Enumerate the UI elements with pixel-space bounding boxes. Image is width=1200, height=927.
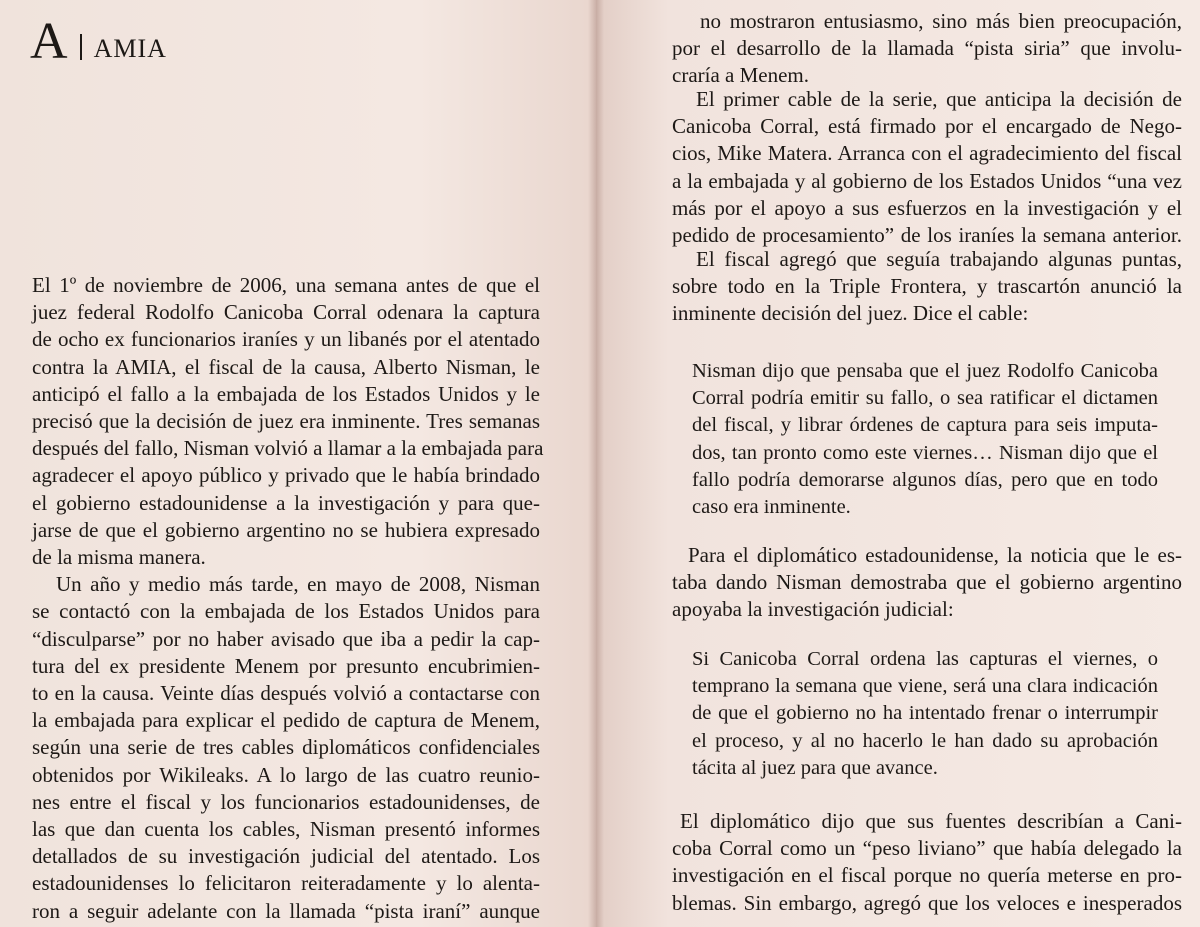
text-line: la embajada para explicar el pedido de captura de Menem, [32, 708, 540, 733]
text-line: se contactó con la embajada de los Estados Unidos para [32, 599, 540, 624]
right-paragraph-2 [672, 86, 1182, 249]
text-line: sobre todo en la Triple Frontera, y trascartón anunció la [672, 274, 1182, 299]
left-page [0, 0, 596, 927]
text-line: to en la causa. Veinte días después volvió a contactarse con [32, 681, 540, 706]
text-line: anticipó el fallo a la embajada de los Estados Unidos y le [32, 381, 540, 406]
text-line: pedido de procesamiento” de los iraníes la semana anterior. [672, 223, 1182, 248]
right-paragraph-4 [672, 542, 1182, 624]
left-body-text [32, 272, 544, 925]
text-line: después del fallo, Nisman volvió a llamar a la embajada para [32, 436, 544, 461]
text-line: detallados de su investigación judicial del atentado. Los [32, 844, 540, 869]
text-line: cios, Mike Matera. Arranca con el agradecimiento del fiscal [672, 141, 1182, 166]
text-line: juez federal Rodolfo Canicoba Corral odenara la captura [32, 300, 540, 325]
text-line: no mostraron entusiasmo, sino más bien preocupación, [700, 9, 1182, 33]
running-head [30, 8, 167, 68]
quote-line: el proceso, y al no hacerlo le han dado su aprobación [692, 729, 1158, 752]
text-line: Canicoba Corral, está firmado por el encargado de Nego- [672, 114, 1182, 139]
text-line: según una serie de tres cables diplomáticos confidenciales [32, 735, 540, 760]
right-paragraph-3 [672, 246, 1182, 328]
section-title: AMIA [93, 34, 167, 63]
quote-line: Corral podría emitir su fallo, o sea ratificar el dictamen [692, 387, 1158, 410]
text-line: más por el apoyo a sus esfuerzos en la investigación y el [672, 195, 1182, 220]
quote-line: caso era inminente. [692, 496, 851, 519]
quote-line: de que el gobierno no ha intentado frenar o interrumpir [692, 702, 1158, 725]
text-line: nes entre el fiscal y los funcionarios estadounidenses, de [32, 789, 540, 814]
text-line: estadounidenses lo felicitaron reiteradamente y lo alenta- [32, 871, 540, 896]
block-quote-2 [692, 646, 1158, 782]
text-line: El fiscal agregó que seguía trabajando algunas puntas, [696, 247, 1182, 271]
quote-line: dos, tan pronto como este viernes… Nisman dijo que el [692, 441, 1158, 464]
quote-line: temprano la semana que viene, será una clara indicación [692, 675, 1158, 698]
text-line: tura del ex presidente Menem por presunto encubrimien- [32, 653, 540, 678]
text-line: El 1º de noviembre de 2006, una semana antes de que el [32, 273, 540, 297]
text-line: obtenidos por Wikileaks. A lo largo de las cuatro reunio- [32, 762, 540, 787]
text-line: jarse de que el gobierno argentino no se hubiera expresado [32, 517, 540, 542]
head-divider [80, 34, 82, 60]
right-paragraph-5 [672, 808, 1182, 917]
quote-line: del fiscal, y librar órdenes de captura para seis imputa- [692, 414, 1158, 437]
text-line: investigación en el fiscal porque no quería meterse en pro- [672, 863, 1182, 888]
text-line: Para el diplomático estadounidense, la noticia que le es- [688, 543, 1182, 567]
quote-line: Nisman dijo que pensaba que el juez Rodolfo Canicoba [692, 360, 1158, 382]
text-line: contra la AMIA, el fiscal de la causa, Alberto Nisman, le [32, 354, 540, 379]
text-line: las que dan cuenta los cables, Nisman presentó informes [32, 817, 540, 842]
quote-line: Si Canicoba Corral ordena las capturas el viernes, o [692, 648, 1158, 670]
text-line: coba Corral como un “peso liviano” que había delegado la [672, 836, 1182, 861]
text-line: Un año y medio más tarde, en mayo de 2008, Nisman [56, 572, 540, 597]
left-paragraph-1 [32, 272, 544, 571]
section-letter: A [30, 13, 68, 70]
text-line: craría a Menem. [672, 63, 810, 88]
text-line: El diplomático dijo que sus fuentes describían a Cani- [680, 809, 1182, 833]
text-line: “disculparse” por no haber avisado que iba a pedir la cap- [32, 626, 540, 651]
text-line: por el desarrollo de la llamada “pista siria” que involu- [672, 36, 1182, 61]
text-line: El primer cable de la serie, que anticipa la decisión de [696, 87, 1182, 111]
block-quote-1 [692, 358, 1158, 521]
right-paragraph-1 [672, 8, 1182, 90]
left-paragraph-2 [32, 571, 540, 925]
text-line: blemas. Sin embargo, agregó que los veloces e inesperados [672, 890, 1182, 915]
text-line: de la misma manera. [32, 545, 206, 570]
text-line: inminente decisión del juez. Dice el cable: [672, 301, 1029, 326]
text-line: taba dando Nisman demostraba que el gobierno argentino [672, 570, 1182, 595]
text-line: el gobierno estadounidense a la investigación y para que- [32, 490, 540, 515]
book-gutter [588, 0, 604, 927]
text-line: agradecer el apoyo público y privado que le había brindado [32, 463, 540, 488]
text-line: de ocho ex funcionarios iraníes y un libanés por el atentado [32, 327, 540, 352]
text-line: a la embajada y al gobierno de los Estados Unidos “una vez [672, 168, 1182, 193]
text-line: ron a seguir adelante con la llamada “pista iraní” aunque [32, 898, 540, 923]
quote-line: fallo podría demorarse algunos días, pero que en todo [692, 468, 1158, 491]
text-line: apoyaba la investigación judicial: [672, 597, 954, 622]
text-line: precisó que la decisión de juez era inminente. Tres semanas [32, 409, 540, 434]
quote-line: tácita al juez para que avance. [692, 756, 938, 779]
